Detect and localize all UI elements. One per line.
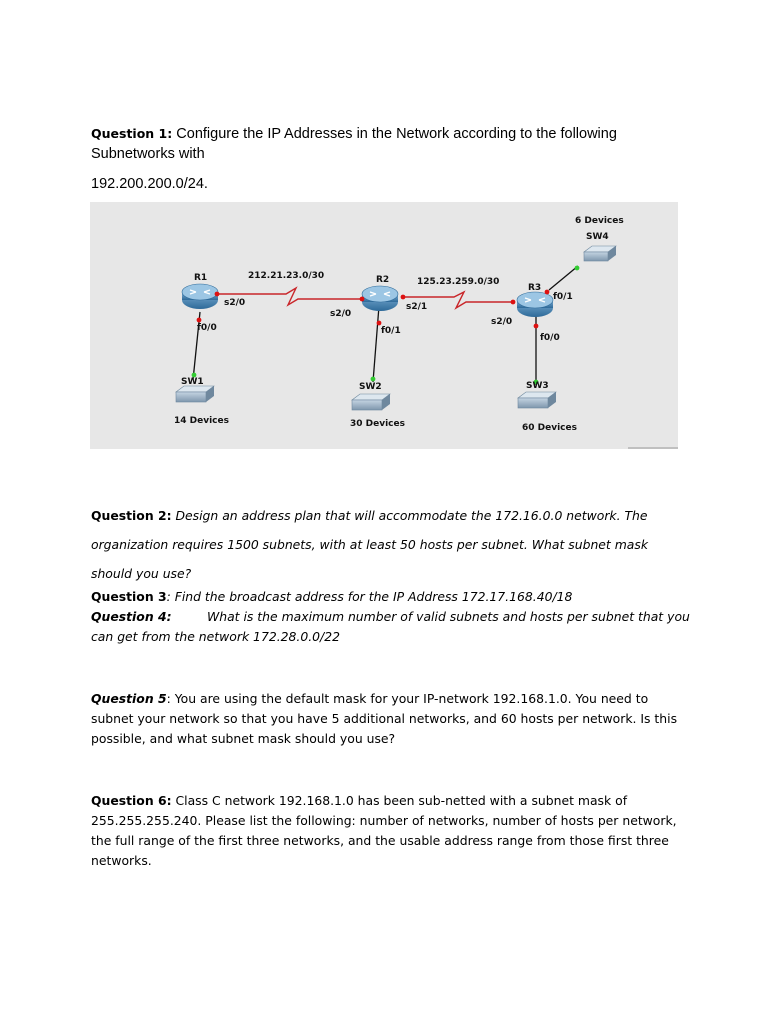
question-5-line-2: subnet your network so that you have 5 additional networks, and 60 hosts per network. Is this	[91, 711, 678, 726]
router-r2-label: R2	[376, 275, 390, 285]
switch-sw1-icon	[176, 386, 214, 402]
subnet-label-1: 212.21.23.0/30	[248, 271, 325, 281]
port-dot-r3-f01	[545, 290, 550, 295]
question-1-text: Configure the IP Addresses in the Network according to the following Subnetworks with	[91, 126, 617, 162]
sw4-devices-label: 6 Devices	[575, 216, 624, 226]
if-label-r3-s20: s2/0	[491, 317, 513, 327]
question-4-line-1: What is the maximum number of valid subnets and hosts per subnet that you	[171, 609, 690, 624]
router-r1-label: R1	[194, 273, 208, 283]
question-5-line-1: : You are using the default mask for your IP-network 192.168.1.0. You need to	[166, 691, 649, 706]
question-1-label: Question 1:	[91, 126, 173, 141]
question-2-line-3: should you use?	[91, 566, 192, 581]
port-dot-r1-s20	[215, 292, 220, 297]
sw2-devices-label: 30 Devices	[350, 419, 405, 429]
question-1-network: 192.200.200.0/24.	[91, 176, 208, 192]
subnet-label-2: 125.23.259.0/30	[417, 277, 500, 287]
port-dot-r1-f00	[197, 318, 202, 323]
question-2-line-1: Design an address plan that will accommodate the 172.16.0.0 network. The	[171, 508, 648, 523]
if-label-r1-f00: f0/0	[197, 323, 217, 333]
switch-sw4-label: SW4	[586, 232, 609, 242]
question-3-label: Question 3	[91, 589, 167, 604]
port-dot-r3-s20	[511, 300, 516, 305]
network-diagram	[90, 202, 678, 449]
if-label-r2-f01: f0/1	[381, 326, 401, 336]
port-dot-r2-f01	[377, 321, 382, 326]
question-6-line-1: Class C network 192.168.1.0 has been sub-netted with a subnet mask of	[171, 793, 628, 808]
question-6	[91, 791, 676, 871]
if-label-r3-f00: f0/0	[540, 333, 560, 343]
question-5	[91, 689, 676, 749]
if-label-r2-s20: s2/0	[330, 309, 352, 319]
port-dot-sw2	[371, 377, 376, 382]
port-dot-r2-s21	[401, 295, 406, 300]
switch-sw2-icon	[352, 394, 390, 410]
question-2-line-2: organization requires 1500 subnets, with at least 50 hosts per subnet. What subnet mask	[91, 537, 649, 552]
port-dot-r3-f00	[534, 324, 539, 329]
router-r1-icon	[182, 284, 218, 309]
sw3-devices-label: 60 Devices	[522, 423, 577, 433]
link-r3-sw4	[549, 266, 578, 290]
question-4-line-2: can get from the network 172.28.0.0/22	[91, 629, 340, 644]
port-dot-sw4	[575, 266, 580, 271]
question-1	[91, 124, 651, 164]
question-6-line-3: the full range of the first three networks, and the usable address range from those first three	[91, 833, 669, 848]
if-label-r1-s20: s2/0	[224, 298, 246, 308]
switch-sw1-label: SW1	[181, 377, 204, 387]
question-2	[91, 501, 676, 588]
port-dot-r2-s20	[360, 297, 365, 302]
question-6-label: Question 6:	[91, 793, 172, 808]
question-5-label: Question 5	[91, 691, 167, 706]
question-2-label: Question 2:	[91, 508, 172, 523]
sw1-devices-label: 14 Devices	[174, 416, 229, 426]
question-6-line-4: networks.	[91, 853, 152, 868]
if-label-r2-s21: s2/1	[406, 302, 428, 312]
switch-sw3-icon	[518, 392, 556, 408]
question-4-label: Question 4:	[91, 609, 172, 624]
switch-sw4-icon	[584, 246, 616, 261]
switch-sw3-label: SW3	[526, 381, 549, 391]
router-r3-icon	[517, 292, 553, 317]
switch-sw2-label: SW2	[359, 382, 382, 392]
question-6-line-2: 255.255.255.240. Please list the following: number of networks, number of hosts per network,	[91, 813, 677, 828]
link-r2-sw2	[373, 306, 379, 382]
router-r2-icon	[362, 286, 398, 311]
question-3-text: : Find the broadcast address for the IP Address 172.17.168.40/18	[166, 589, 573, 604]
question-4	[91, 607, 690, 647]
if-label-r3-f01: f0/1	[553, 292, 573, 302]
router-r3-label: R3	[528, 283, 542, 293]
question-5-line-3: possible, and what subnet mask should you use?	[91, 731, 396, 746]
question-3	[91, 587, 676, 607]
